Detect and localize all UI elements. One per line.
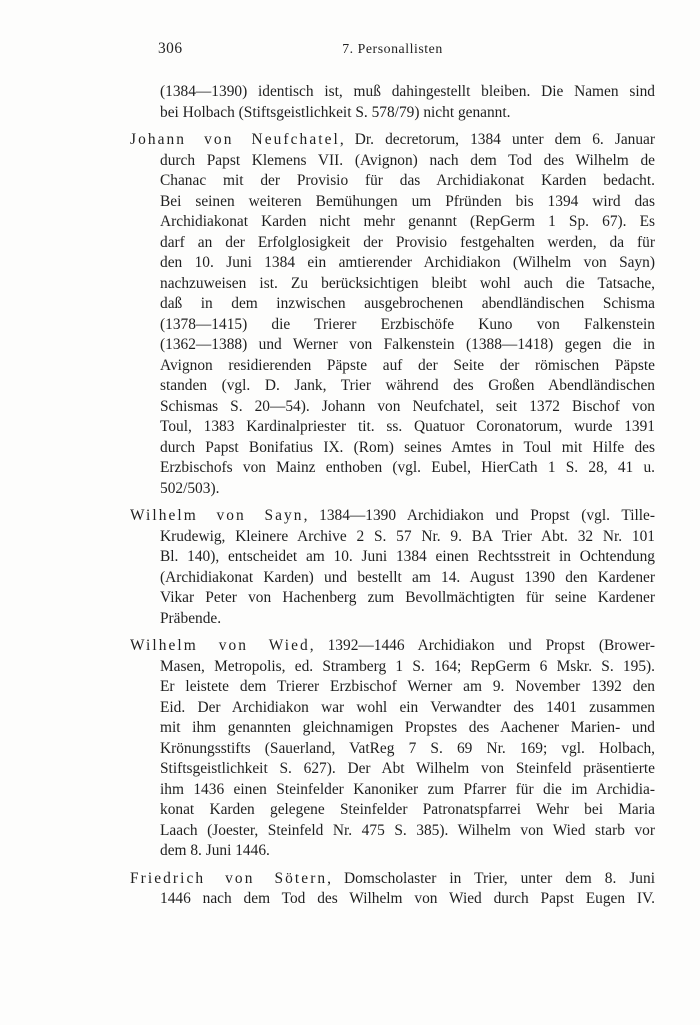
text-line: Laach (Joester, Steinfeld Nr. 475 S. 385). Wilhelm von Wied starb vor: [160, 821, 655, 839]
running-header: [130, 40, 655, 62]
text-line: Bl. 140), entscheidet am 10. Juni 1384 einen Rechtsstreit in Ochtendung: [160, 548, 655, 565]
entry-paragraph: [130, 869, 655, 910]
text-line: [130, 506, 655, 527]
text-line: (1362—1388) und Werner von Falkenstein (1388—1418) gegen die in: [160, 336, 655, 353]
text-line: dem 8. Juni 1446.: [160, 842, 270, 859]
text-line: den 10. Juni 1384 ein amtierender Archidiakon (Wilhelm von Sayn): [160, 254, 655, 271]
running-title: 7. Personallisten: [342, 41, 443, 56]
text-line: Eid. Der Archidiakon war wohl ein Verwandter des 1401 zusammen: [160, 698, 655, 716]
text-line: bei Holbach (Stiftsgeistlichkeit S. 578/79) nicht genannt.: [160, 103, 511, 121]
page-number: 306: [158, 40, 183, 57]
text-line: daß in dem inzwischen ausgebrochenen abendländischen Schisma: [160, 295, 655, 312]
entry-paragraph: [130, 636, 655, 862]
entry-name: Friedrich von Sötern: [130, 869, 328, 887]
text-line: [130, 130, 655, 151]
text-line: [130, 869, 655, 890]
text-line: Krönungsstifts (Sauerland, VatReg 7 S. 69 Nr. 169; vgl. Holbach,: [160, 739, 655, 757]
text-line: Bei seinen weiteren Bemühungen um Pfründen bis 1394 wird das: [160, 192, 655, 210]
entry-paragraph: [130, 506, 655, 629]
text-line: konat Karden gelegene Steinfelder Patronatspfarrei Wehr bei Maria: [160, 801, 655, 818]
text-line: mit ihm genannten gleichnamigen Propstes des Aachener Marien- und: [160, 719, 655, 736]
text-line: (1378—1415) die Trierer Erzbischöfe Kuno von Falkenstein: [160, 315, 655, 333]
entry-name: Wilhelm von Sayn: [130, 507, 304, 524]
entry-first-line-text: , 1392—1446 Archidiakon und Propst (Brower-: [309, 637, 655, 654]
text-line: darf an der Erfolglosigkeit der Provisio festgehalten werden, da für: [160, 233, 655, 251]
text-line: (1384—1390) identisch ist, muß dahingestellt bleiben. Die Namen sind: [160, 83, 655, 100]
text-line: Erzbischofs von Mainz enthoben (vgl. Eubel, HierCath 1 S. 28, 41 u.: [160, 459, 655, 476]
text-line: Präbende.: [160, 609, 222, 627]
continuation-paragraph: [130, 82, 655, 123]
entry-first-line-text: , Dr. decretorum, 1384 unter dem 6. Januar: [339, 131, 655, 148]
text-line: Masen, Metropolis, ed. Stramberg 1 S. 164; RepGerm 6 Mskr. S. 195).: [160, 657, 655, 675]
text-block: [130, 82, 655, 917]
text-line: Avignon residierenden Päpste auf der Seite der römischen Päpste: [160, 356, 655, 374]
text-line: ihm 1436 einen Steinfelder Kanoniker zum Pfarrer für die im Archidia-: [160, 780, 655, 798]
text-line: Krudewig, Kleinere Archive 2 S. 57 Nr. 9. BA Trier Abt. 32 Nr. 101: [160, 527, 655, 545]
entry-first-line-text: , Domscholaster in Trier, unter dem 8. Juni: [327, 869, 655, 887]
text-line: Er leistete dem Trierer Erzbischof Werner am 9. November 1392 den: [160, 678, 655, 695]
text-line: standen (vgl. D. Jank, Trier während des Großen Abendländischen: [160, 377, 655, 394]
text-line: Chanac mit der Provisio für das Archidiakonat Karden bedacht.: [160, 172, 655, 189]
text-line: Archidiakonat Karden nicht mehr genannt (RepGerm 1 Sp. 67). Es: [160, 213, 655, 230]
text-line: 502/503).: [160, 479, 220, 497]
text-line: [130, 636, 655, 657]
text-line: Vikar Peter von Hachenberg zum Bevollmächtigten für seine Kardener: [160, 589, 655, 606]
text-line: 1446 nach dem Tod des Wilhelm von Wied durch Papst Eugen IV.: [160, 890, 655, 907]
text-line: Schismas S. 20—54). Johann von Neufchatel, seit 1372 Bischof von: [160, 397, 655, 415]
entry-paragraph: [130, 130, 655, 499]
text-line: durch Papst Bonifatius IX. (Rom) seines Amtes in Toul mit Hilfe des: [160, 438, 655, 456]
entry-first-line-text: , 1384—1390 Archidiakon und Propst (vgl. Tille-: [303, 507, 655, 524]
text-line: Stiftsgeistlichkeit S. 627). Der Abt Wilhelm von Steinfeld präsentierte: [160, 760, 655, 777]
text-line: nachzuweisen ist. Zu berücksichtigen bleibt wohl auch die Tatsache,: [160, 274, 655, 292]
entry-name: Wilhelm von Wied: [130, 637, 310, 654]
text-line: Toul, 1383 Kardinalpriester tit. ss. Quatuor Coronatorum, wurde 1391: [160, 418, 655, 435]
text-line: durch Papst Klemens VII. (Avignon) nach dem Tod des Wilhelm de: [160, 151, 655, 169]
entry-name: Johann von Neufchatel: [130, 131, 340, 148]
text-line: (Archidiakonat Karden) und bestellt am 14. August 1390 den Kardener: [160, 568, 655, 586]
